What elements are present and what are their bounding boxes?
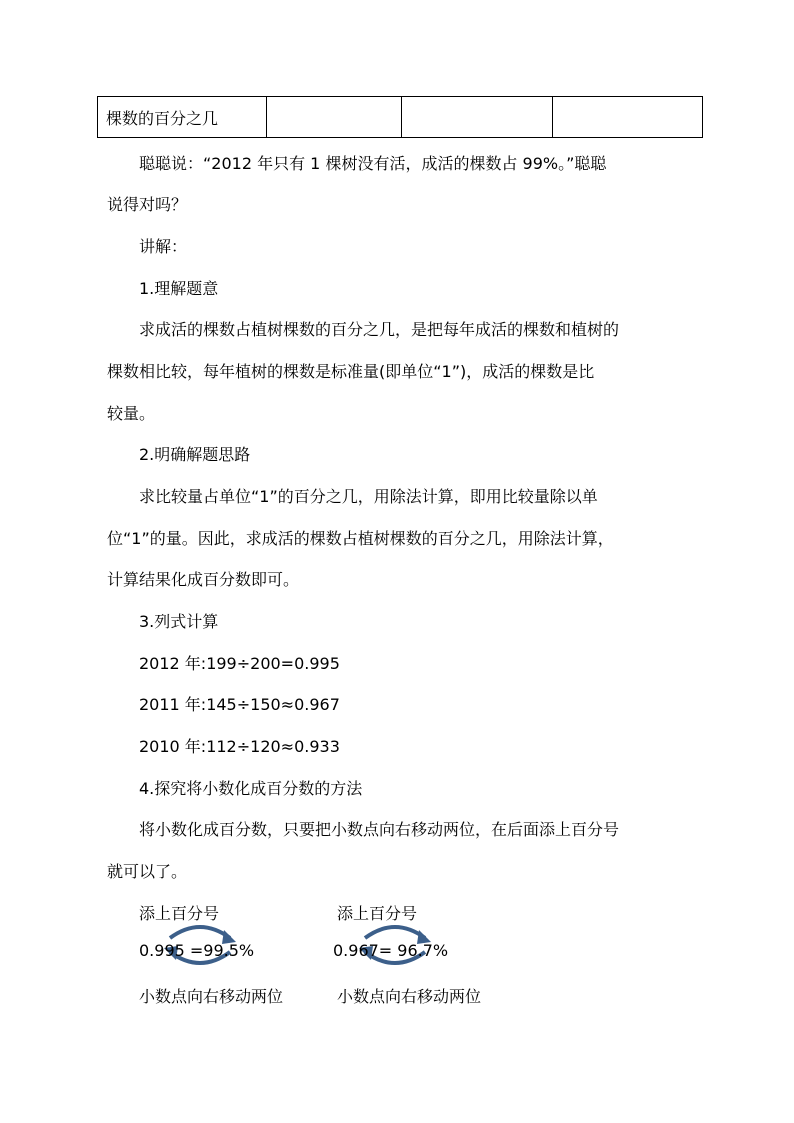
section-4-heading: 4.探究将小数化成百分数的方法 xyxy=(139,779,363,798)
paragraph-2-line-1: 求比较量占单位“1”的百分之几，用除法计算，即用比较量除以单 xyxy=(139,487,598,506)
section-1-heading: 1.理解题意 xyxy=(139,279,219,298)
table-cell xyxy=(402,97,553,138)
example-2-expression: 0.967= 96.7% xyxy=(333,941,449,960)
example-1-expression: 0.995 =99.5% xyxy=(139,941,255,960)
table-row-label: 棵数的百分之几 xyxy=(98,97,267,138)
paragraph-4-line-1: 将小数化成百分数，只要把小数点向右移动两位，在后面添上百分号 xyxy=(139,820,620,839)
example-2-bottom-label: 小数点向右移动两位 xyxy=(337,987,482,1006)
explanation-heading: 讲解： xyxy=(139,237,188,256)
paragraph-1-line-1: 求成活的棵数占植树棵数的百分之几，是把每年成活的棵数和植树的 xyxy=(139,320,620,339)
table-row xyxy=(98,97,703,138)
calculation-2010: 2010 年:112÷120≈0.933 xyxy=(139,737,340,756)
paragraph-1-line-2: 棵数相比较，每年植树的棵数是标准量(即单位“1”)，成活的棵数是比 xyxy=(107,362,595,381)
example-1-top-label: 添上百分号 xyxy=(139,904,220,923)
paragraph-4-line-2: 就可以了。 xyxy=(107,862,188,881)
section-2-heading: 2.明确解题思路 xyxy=(139,445,251,464)
section-3-heading: 3.列式计算 xyxy=(139,612,219,631)
paragraph-1-line-3: 较量。 xyxy=(107,404,156,423)
data-table xyxy=(97,96,703,138)
calculation-2011: 2011 年:145÷150≈0.967 xyxy=(139,695,340,714)
example-2-top-label: 添上百分号 xyxy=(337,904,418,923)
calculation-2012: 2012 年:199÷200=0.995 xyxy=(139,654,340,673)
table-cell xyxy=(553,97,703,138)
paragraph-2-line-3: 计算结果化成百分数即可。 xyxy=(107,570,300,589)
example-1-bottom-label: 小数点向右移动两位 xyxy=(139,987,284,1006)
question-line-2: 说得对吗？ xyxy=(107,195,188,214)
table-cell xyxy=(267,97,402,138)
paragraph-2-line-2: 位“1”的量。因此，求成活的棵数占植树棵数的百分之几，用除法计算， xyxy=(107,529,614,548)
question-line-1: 聪聪说：“2012 年只有 1 棵树没有活，成活的棵数占 99%。”聪聪 xyxy=(139,154,607,173)
